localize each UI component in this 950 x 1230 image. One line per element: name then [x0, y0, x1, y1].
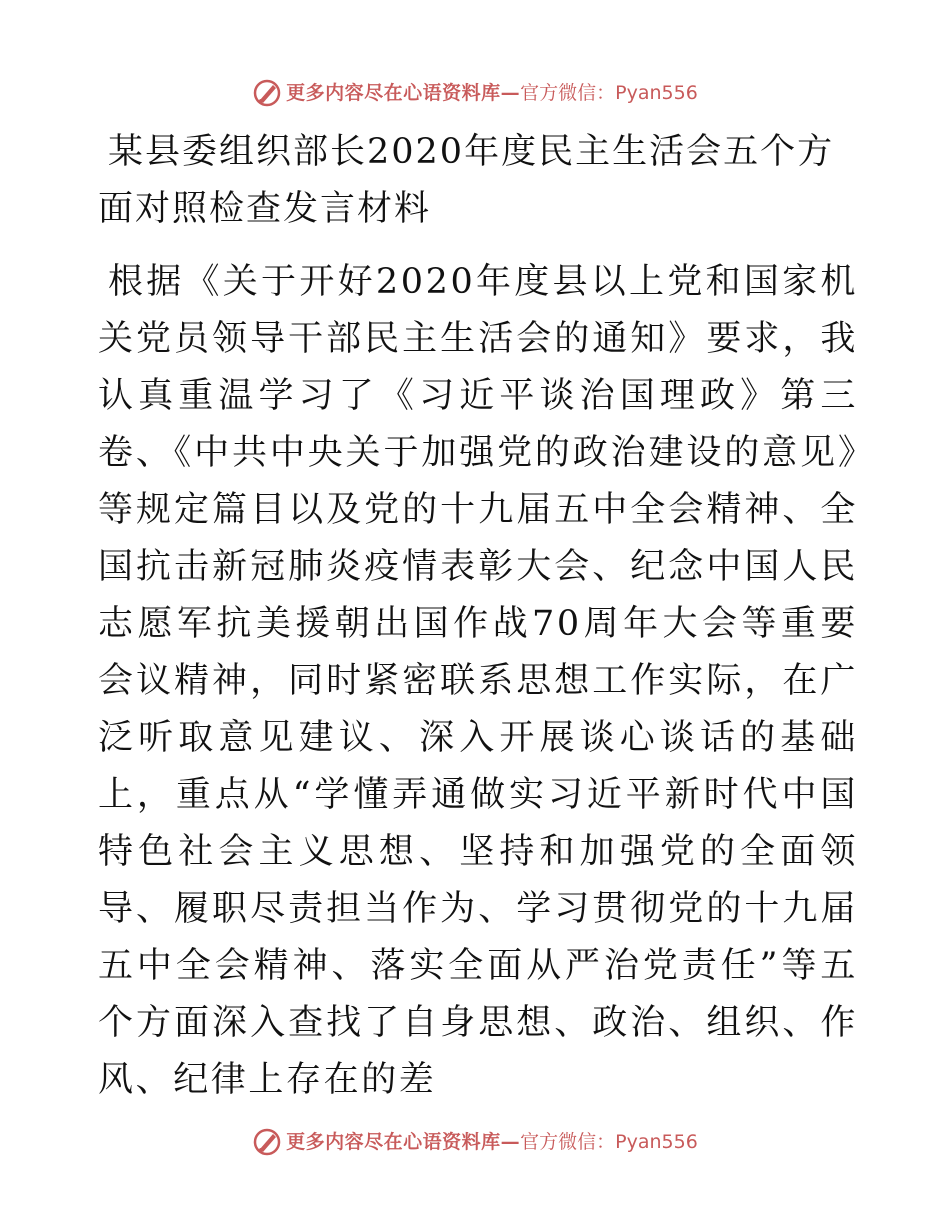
- footer-watermark: [0, 1127, 950, 1157]
- document-body: 根据《关于开好2020年度县以上党和国家机关党员领导干部民主生活会的通知》要求，我认真重温学习了《习近平谈治国理政》第三卷、《中共中央关于加强党的政治建设的意见》等规定篇目以及党的十九届五中全会精神、全国抗击新冠肺炎疫情表彰大会、纪念中国人民志愿军抗美援朝出国作战70周年大会等重要会议精神，同时紧密联系思想工作实际，在广泛听取意见建议、深入开展谈心谈话的基础上，重点从“学懂弄通做实习近平新时代中国特色社会主义思想、坚持和加强党的全面领导、履职尽责担当作为、学习贯彻党的十九届五中全会精神、落实全面从严治党责任”等五个方面深入查找了自身思想、政治、组织、作风、纪律上存在的差: [98, 262, 858, 1100]
- brush-pen-logo-icon: [252, 78, 282, 108]
- watermark-contact: 官方微信：Pyan556: [520, 1131, 698, 1153]
- watermark-text: 更多内容尽在心语资料库—: [286, 82, 521, 104]
- brush-pen-logo-icon: [252, 1127, 282, 1157]
- watermark-contact: 官方微信：Pyan556: [520, 82, 698, 104]
- document-title: 某县委组织部长2020年度民主生活会五个方面对照检查发言材料: [98, 132, 835, 229]
- watermark-text: 更多内容尽在心语资料库—: [286, 1131, 521, 1153]
- header-watermark: [0, 78, 950, 108]
